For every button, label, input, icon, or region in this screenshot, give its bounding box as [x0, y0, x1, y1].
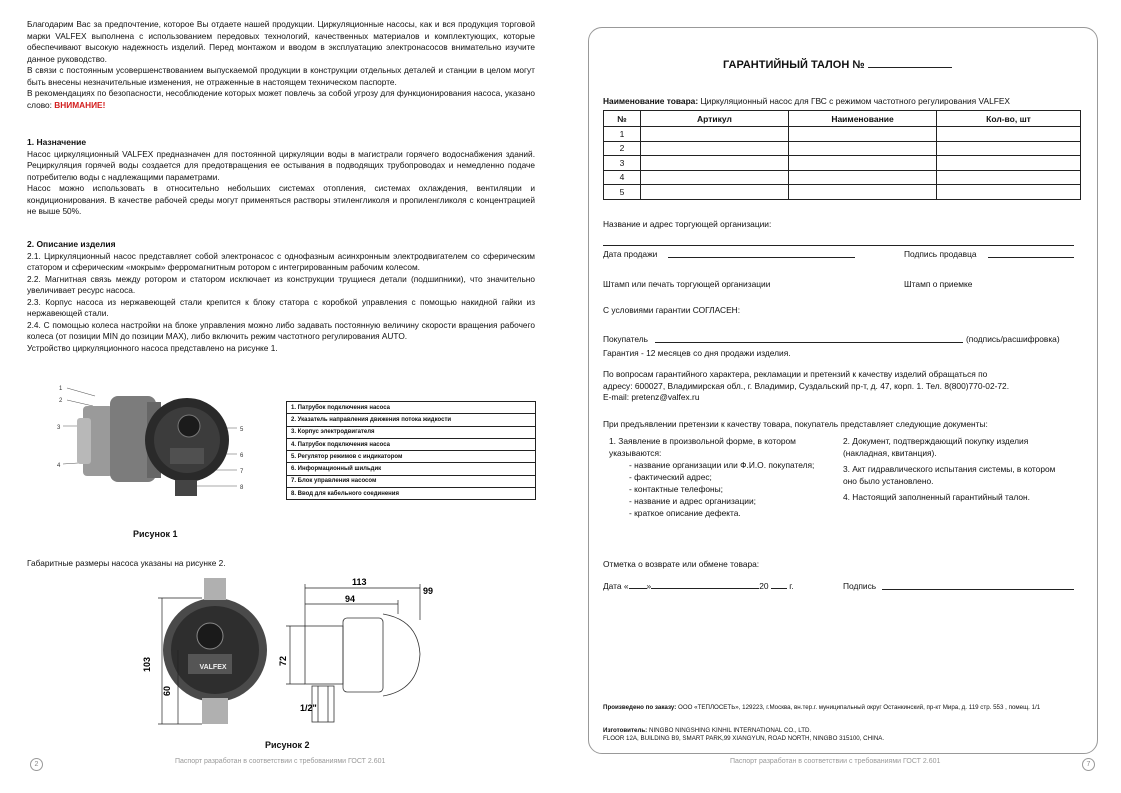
dim-72: 72 [278, 655, 288, 666]
fig1-callout-4: 4 [57, 463, 61, 469]
figure-1-pump-illustration [55, 382, 260, 507]
org-address-field[interactable] [603, 245, 1074, 246]
figure-1-caption: Рисунок 1 [133, 529, 178, 539]
section-1-paragraph-1: Насос циркуляционный VALFEX предназначен для постоянной циркуляции воды в магистрали горячего водоснабжения зданий. Рециркуляция горячей воды создается для предотвращения ее остывания в подводящих трубопроводах и немедленно подаче потребителю воды с надлежащими параметрами. [27, 148, 535, 182]
table-row: 4 [604, 170, 1081, 185]
dim-60: 60 [162, 685, 172, 696]
figure-2-caption: Рисунок 2 [265, 740, 310, 750]
buyer-field[interactable] [655, 342, 963, 343]
section-2-paragraph-4: 2.4. С помощью колеса настройки на блоке управления можно либо задавать постоянную величину скорости вращения рабочего колеса (от позиции MIN до позиции MAX), либо включить режим частотного регулирования AUTO. [27, 319, 535, 341]
legend-item: 7. Блок управления насосом [287, 475, 536, 487]
seller-sign-label: Подпись продавца [904, 249, 977, 259]
sale-date-field[interactable] [668, 257, 855, 258]
product-name-row [603, 95, 1010, 107]
dimensions-text: Габаритные размеры насоса указаны на рисунке 2. [27, 558, 226, 568]
buyer-label: Покупатель [603, 334, 649, 344]
fig1-callout-6: 6 [240, 453, 244, 459]
return-signature-field[interactable] [882, 589, 1074, 590]
doc-item-1: 1. Заявление в произвольной форме, в котором указываются: [609, 436, 796, 458]
fig1-callout-5: 5 [240, 427, 244, 433]
section-1-paragraph-2: Насос можно использовать в относительно небольших системах отопления, системах охлаждения, вентиляции и кондиционирования. В качестве рабочей среды могут применяться растворы этиленгликоля и пропиленгликоля с концентрацией не выше 50%. [27, 183, 535, 216]
product-label: Наименование товара: [603, 96, 699, 106]
section-2-paragraph-1: 2.1. Циркуляционный насос представляет собой электронасос с однофазным асинхронным электродвигателем со сферическим статором и сферическим «мокрым» ферромагнитным ротором с интегрированным рабочим колесом. [27, 250, 535, 272]
return-signature-label: Подпись [843, 581, 877, 591]
section-2-title: 2. Описание изделия [27, 239, 116, 249]
fig1-callout-8: 8 [240, 485, 244, 491]
product-value: Циркуляционный насос для ГВС с режимом частотного регулирования VALFEX [700, 96, 1011, 106]
section-2-paragraph-3: 2.3. Корпус насоса из нержавеющей стали крепится к блоку статора с коробкой управления с помощью накидной гайки из нержавеющей стали. [27, 296, 535, 318]
doc-subitem: - фактический адрес; [629, 472, 712, 482]
section-2-paragraph-2: 2.2. Магнитная связь между ротором и статором исключает из конструкции трущиеся детали (подшипники), что значительно увеличивает ресурс насоса. [27, 273, 535, 295]
footer-right: Паспорт разработан в соответствии с требованиями ГОСТ 2.601 [730, 758, 941, 765]
dim-94: 94 [345, 594, 356, 604]
page-number-left: 2 [30, 758, 43, 771]
col-header-article: Артикул [641, 111, 789, 127]
warranty-title: ГАРАНТИЙНЫЙ ТАЛОН № [723, 59, 952, 71]
table-row: 5 [604, 185, 1081, 200]
product-table [603, 110, 1081, 200]
fig1-callout-7: 7 [240, 469, 244, 475]
docs-intro: При предъявлении претензии к качеству товара, покупатель представляет следующие документы: [603, 419, 988, 429]
warning-word: ВНИМАНИЕ! [54, 99, 106, 110]
dim-103: 103 [142, 656, 152, 672]
figure-2-dimension-drawing [140, 574, 445, 742]
doc-item-4: 4. Настоящий заполненный гарантийный талон. [843, 492, 1030, 502]
doc-subitem: - контактные телефоны; [629, 484, 723, 494]
manufacturer: Изготовитель: NINGBO NINGSHING KINHIL INTERNATIONAL CO., LTD. FLOOR 12A, BUILDING B9, SMART PARK,99 XIANGYUN, ROAD NORTH, NINGBO 315100, CHINA. [603, 727, 885, 742]
buyer-sign-label: (подпись/расшифровка) [966, 334, 1060, 344]
table-row: 2 [604, 141, 1081, 156]
year-field[interactable] [771, 588, 787, 589]
legend-item: 1. Патрубок подключения насоса [287, 402, 536, 414]
return-date-row: Дата « » 20 г. [603, 581, 794, 591]
legend-item: 4. Патрубок подключения насоса [287, 438, 536, 450]
col-header-qty: Кол-во, шт [937, 111, 1081, 127]
doc-subitem: - краткое описание дефекта. [629, 508, 741, 518]
table-row: 1 [604, 127, 1081, 142]
contact-line-3: E-mail: pretenz@valfex.ru [603, 392, 700, 402]
doc-subitem: - название организации или Ф.И.О. покупателя; [629, 460, 815, 470]
fig1-callout-1: 1 [59, 386, 63, 392]
pump-brand-label: VALFEX [199, 664, 227, 671]
col-header-name: Наименование [789, 111, 937, 127]
section-2-paragraph-5: Устройство циркуляционного насоса представлено на рисунке 1. [27, 342, 278, 353]
col-header-number: № [604, 111, 641, 127]
guarantee-text: Гарантия - 12 месяцев со дня продажи изделия. [603, 348, 791, 358]
contact-line-2: адресу: 600027, Владимирская обл., г. Владимир, Суздальский пр-т, д. 47, корп. 1. Тел. 8(800)770-02-72. [603, 381, 1010, 391]
stamp-trade-label: Штамп или печать торгующей организации [603, 279, 771, 289]
legend-item: 8. Ввод для кабельного соединения [287, 488, 536, 500]
fig1-callout-3: 3 [57, 425, 61, 431]
section-1-title: 1. Назначение [27, 137, 87, 147]
intro-section [27, 19, 535, 111]
seller-sign-field[interactable] [988, 257, 1074, 258]
doc-item-2: 2. Документ, подтверждающий покупку изделия (накладная, квитанция). [843, 436, 1029, 458]
org-label: Название и адрес торгующей организации: [603, 219, 772, 229]
table-row: 3 [604, 156, 1081, 171]
sale-date-label: Дата продажи [603, 249, 658, 259]
doc-item-3: 3. Акт гидравлического испытания системы, в котором оно было установлено. [843, 464, 1056, 486]
page-number-right: 7 [1082, 758, 1095, 771]
dim-113: 113 [352, 577, 367, 587]
figure-1-legend [286, 401, 536, 500]
legend-item: 3. Корпус электродвигателя [287, 426, 536, 438]
intro-paragraph-1: Благодарим Вас за предпочтение, которое Вы отдаете нашей продукции. Циркуляционные насосы, как и вся продукция торговой марки VALFEX выполнена с использованием передовых технологий, качественных материалов и комплектующих, которые обеспечивают высокую надежность изделий. Перед монтажом и вводом в эксплуатацию электронасосов внимательно изучите данное руководство. [27, 19, 535, 64]
dim-thread: 1/2" [300, 703, 317, 713]
day-field[interactable] [629, 588, 647, 589]
section-purpose [27, 137, 535, 218]
legend-item: 6. Информационный шильдик [287, 463, 536, 475]
agree-label: С условиями гарантии СОГЛАСЕН: [603, 305, 741, 315]
doc-subitem: - название и адрес организации; [629, 496, 756, 506]
contact-line-1: По вопросам гарантийного характера, рекламации и претензий к качеству изделий обращаться по [603, 369, 988, 379]
stamp-accept-label: Штамп о приемке [904, 279, 973, 289]
dim-99: 99 [423, 586, 434, 596]
footer-left: Паспорт разработан в соответствии с требованиями ГОСТ 2.601 [175, 758, 386, 765]
intro-paragraph-3: В рекомендациях по безопасности, несоблюдение которых может повлечь за собой угрозу для функционирования насоса, указано слово: ВНИМАНИЕ! [27, 88, 535, 110]
made-by-order: Произведено по заказу: ООО «ТЕПЛОСЕТЬ», 129223, г.Москва, вн.тер.г. муниципальный округ Останкинский, пр-кт Мира, д. 119 стр. 553 , помещ. 1/1 [603, 704, 1041, 711]
doc-list-left [609, 435, 839, 519]
intro-paragraph-2: В связи с постоянным усовершенствованием выпускаемой продукции в конструкции отдельных деталей и станции в целом могут быть внесены незначительные изменения, не отраженные в настоящем техническом паспорте. [27, 65, 535, 87]
doc-list-right [843, 435, 1065, 503]
section-description [27, 239, 535, 354]
month-field[interactable] [651, 588, 759, 589]
fig1-callout-2: 2 [59, 398, 63, 404]
legend-item: 2. Указатель направления движения потока жидкости [287, 414, 536, 426]
legend-item: 5. Регулятор режимов с индикатором [287, 451, 536, 463]
return-label: Отметка о возврате или обмене товара: [603, 559, 760, 569]
